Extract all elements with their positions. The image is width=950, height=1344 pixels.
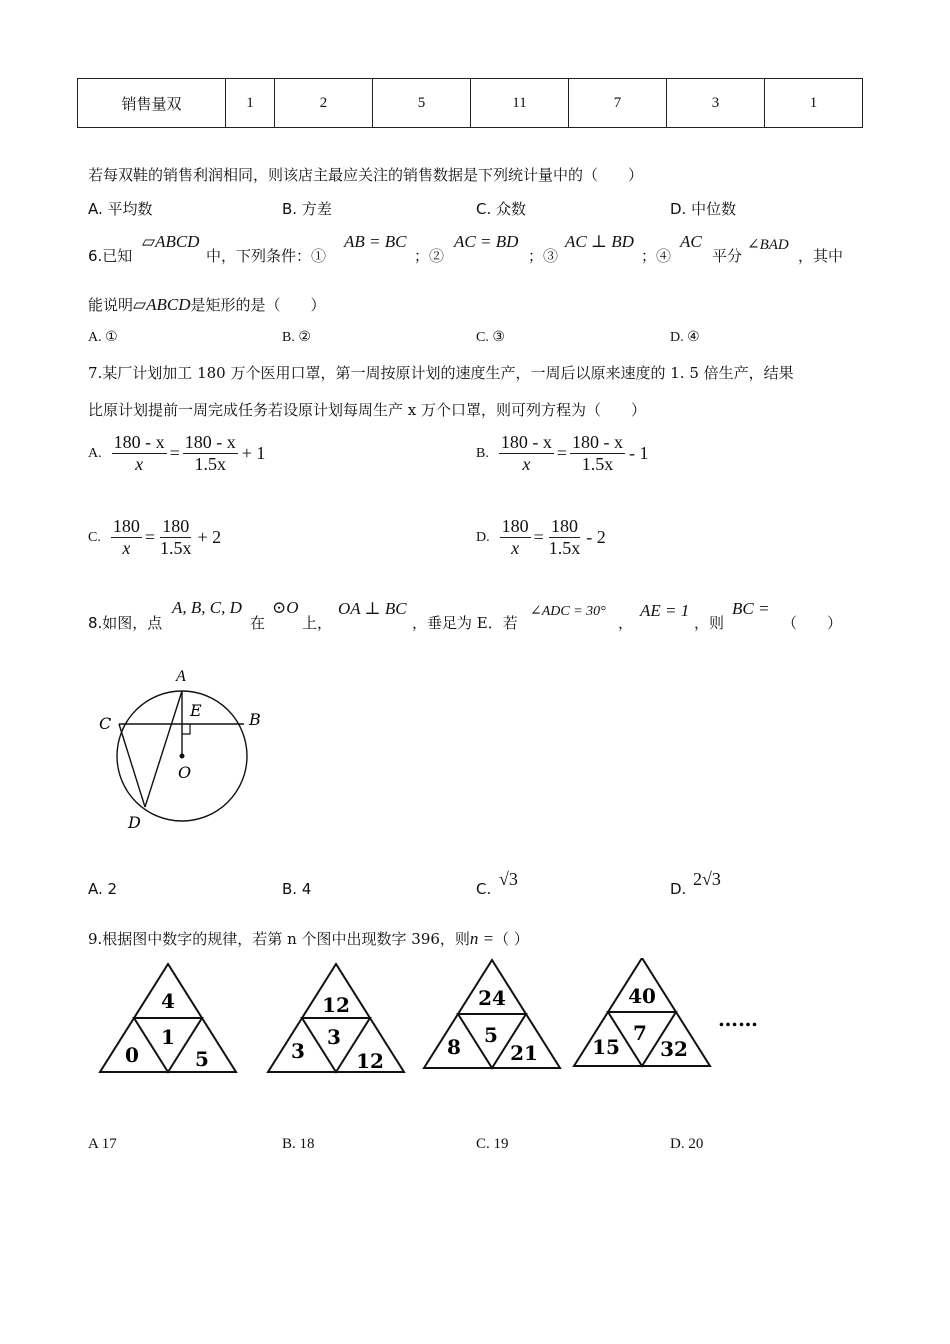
triangle-3-right: 21 — [510, 1041, 538, 1065]
q9-option-d: D. 20 — [670, 1136, 704, 1152]
q5-stem: 若每双鞋的销售利润相同，则该店主最应关注的销售数据是下列统计量中的（ ） — [88, 166, 644, 184]
q6-sep2: ；② — [414, 247, 445, 265]
q8-on: 在 — [250, 614, 266, 632]
q7-option-d: D. $\frac{180}{x}$ = $\frac{180}{1.5x}$ - 2 — [476, 516, 606, 558]
label-d: D — [128, 813, 141, 832]
sales-table — [77, 78, 863, 128]
q6-cond4-a: AC — [680, 232, 702, 251]
label-o: O — [178, 763, 192, 782]
q8-option-c: C. — [476, 880, 492, 898]
q6-sep4: ；④ — [641, 247, 672, 265]
triangle-2-mid: 3 — [327, 1025, 341, 1049]
q6-cond1: AB = BC — [344, 232, 407, 251]
q6-cond3: AC ⊥ BD — [565, 232, 634, 251]
q6-option-b: B. ② — [282, 330, 311, 345]
q8-option-d: D. — [670, 880, 687, 898]
q6-sep3: ；③ — [528, 247, 559, 265]
q8-circle-figure — [90, 660, 280, 840]
q8-prefix: 8.如图，点 — [88, 614, 163, 632]
table-cell: 3 — [667, 79, 765, 128]
q6-shape: ▱ABCD — [142, 232, 200, 251]
triangle-4-left: 15 — [592, 1035, 620, 1059]
triangle-2-left: 3 — [291, 1039, 305, 1063]
triangle-2-top: 12 — [322, 993, 350, 1017]
q9-stem-math: n = — [469, 929, 495, 948]
center-dot — [180, 754, 185, 759]
triangle-1-top: 4 — [161, 989, 175, 1013]
q6-cond2: AC = BD — [454, 232, 519, 251]
segment-cd — [119, 724, 145, 807]
q6-line2-b: 是矩形的是（ ） — [190, 296, 326, 314]
q9-triangles-figure — [96, 958, 816, 1078]
q8-paren: （ ） — [782, 614, 843, 632]
triangle-1-mid: 1 — [161, 1025, 175, 1049]
q6-option-d: D. ④ — [670, 330, 700, 345]
q9-option-b: B. 18 — [282, 1136, 315, 1152]
q9-option-c: C. 19 — [476, 1136, 509, 1152]
q9-option-a: A 17 — [88, 1136, 117, 1152]
q5-option-a: A. 平均数 — [88, 200, 153, 218]
table-cell: 7 — [569, 79, 667, 128]
triangle-4 — [574, 958, 710, 1066]
right-angle-mark — [182, 724, 190, 734]
triangle-1 — [100, 964, 236, 1072]
q8-up: 上， — [302, 614, 333, 632]
q7-option-c: C. $\frac{180}{x}$ = $\frac{180}{1.5x}$ + 2 — [88, 516, 222, 558]
q7-option-b: B. $\frac{180 - x}{x}$ = $\frac{180 - x}{1.5x}$ - 1 — [476, 432, 649, 474]
table-cell: 1 — [226, 79, 275, 128]
q5-option-b: B. 方差 — [282, 200, 332, 218]
q6-prefix: 6.已知 — [88, 247, 133, 265]
table-cell: 5 — [373, 79, 471, 128]
q8-ae: AE = 1 — [640, 601, 690, 620]
q6-option-a: A. ① — [88, 330, 118, 345]
q8-angle: ∠ADC = 30° — [530, 604, 606, 619]
label-a: A — [176, 668, 186, 685]
q8-option-c-math: √3 — [499, 869, 518, 889]
q6-line1 — [88, 232, 858, 265]
q8-option-b: B. 4 — [282, 880, 312, 898]
q8-points: A, B, C, D — [172, 598, 242, 617]
q6-mid: 中，下列条件：① — [206, 247, 327, 265]
triangle-2-right: 12 — [356, 1049, 384, 1073]
triangles-ellipsis: …… — [718, 1007, 758, 1031]
q6-option-c: C. ③ — [476, 330, 505, 345]
q8-bc: BC = — [732, 599, 770, 618]
triangle-4-mid: 7 — [633, 1021, 647, 1045]
q7-line2: 比原计划提前一周完成任务若设原计划每周生产 x 万个口罩，则可列方程为（ ） — [88, 401, 646, 419]
q6-line2 — [88, 294, 326, 315]
triangle-1-right: 5 — [195, 1047, 209, 1071]
table-cell: 11 — [471, 79, 569, 128]
q8-perp: OA ⊥ BC — [338, 599, 407, 618]
q6-cond4-b: ∠BAD — [747, 237, 789, 253]
q8-then: ，则 — [694, 614, 725, 632]
q7-option-a: A. $\frac{180 - x}{x}$ = $\frac{180 - x}{1.5x}$ + 1 — [88, 432, 266, 474]
label-e: E — [190, 701, 202, 720]
q8-option-d-math: 2√3 — [693, 869, 721, 889]
table-cell: 2 — [275, 79, 373, 128]
q5-option-d: D. 中位数 — [670, 200, 737, 218]
q8-foot: ，垂足为 E．若 — [412, 614, 518, 632]
q6-cond4-mid: 平分 — [712, 247, 743, 265]
table-header-cell: 销售量双 — [78, 79, 226, 128]
q9-stem: 9.根据图中数字的规律，若第 n 个图中出现数字 396，则n =（ ） — [88, 929, 529, 948]
q9-paren: （ ） — [494, 930, 529, 948]
q8-stem — [88, 598, 868, 632]
label-b: B — [249, 710, 261, 729]
triangle-3-mid: 5 — [484, 1023, 498, 1047]
q5-option-c: C. 众数 — [476, 200, 527, 218]
triangle-3 — [424, 960, 560, 1068]
q6-line2-shape: ▱ABCD — [133, 295, 191, 314]
triangle-3-top: 24 — [478, 986, 506, 1010]
q8-option-a: A. 2 — [88, 880, 118, 898]
segment-ad — [145, 691, 182, 807]
table-cell: 1 — [765, 79, 863, 128]
triangle-2 — [268, 964, 404, 1073]
q6-tail: ，其中 — [798, 247, 844, 265]
label-c: C — [99, 714, 112, 733]
q6-line2-a: 能说明 — [88, 296, 134, 314]
q8-comma: ， — [618, 614, 634, 632]
table-row — [78, 79, 863, 128]
triangle-3-left: 8 — [447, 1035, 461, 1059]
q7-line1: 7.某厂计划加工 180 万个医用口罩，第一周按原计划的速度生产，一周后以原来速度的 1. 5 倍生产，结果 — [88, 364, 794, 382]
triangle-4-top: 40 — [628, 984, 656, 1008]
triangle-1-left: 0 — [125, 1043, 139, 1067]
q8-circle: ⊙O — [272, 598, 299, 617]
triangle-4-right: 32 — [660, 1037, 688, 1061]
